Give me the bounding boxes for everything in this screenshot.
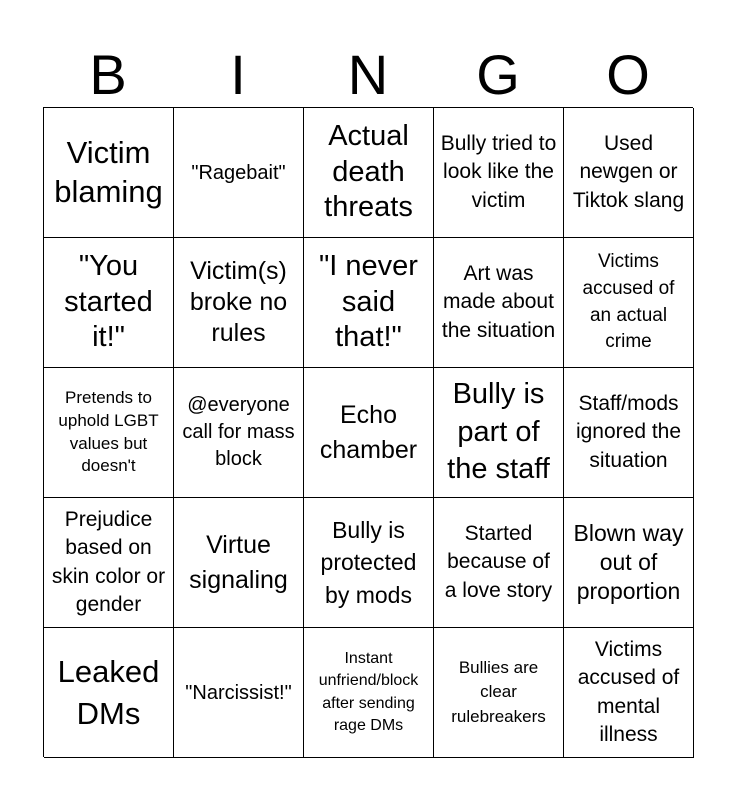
cell-text: Bully is part of the staff	[447, 377, 550, 486]
bingo-cell[interactable]	[44, 628, 174, 758]
cell-text: "Narcissist!"	[185, 681, 292, 704]
cell-text: Instant unfriend/block after sending rage DMs	[318, 649, 419, 734]
bingo-card-grid	[43, 107, 693, 757]
cell-text: Bully is protected by mods	[320, 516, 417, 608]
bingo-cell[interactable]	[174, 108, 304, 238]
bingo-cell[interactable]	[304, 368, 434, 498]
bingo-cell[interactable]	[174, 238, 304, 368]
bingo-cell[interactable]	[44, 368, 174, 498]
bingo-cell[interactable]	[174, 368, 304, 498]
cell-text: Art was made about the situation	[441, 262, 556, 342]
bingo-cell[interactable]	[434, 628, 564, 758]
cell-text: Started because of a love story	[444, 522, 553, 602]
bingo-cell[interactable]	[564, 628, 694, 758]
cell-text: "You started it!"	[64, 250, 153, 354]
header-letter-n: N	[347, 43, 389, 106]
cell-text: Prejudice based on skin color or gender	[51, 508, 166, 616]
cell-text: Staff/mods ignored the situation	[575, 392, 682, 472]
cell-text: Virtue signaling	[189, 531, 288, 594]
bingo-cell[interactable]	[434, 108, 564, 238]
bingo-cell[interactable]	[174, 628, 304, 758]
bingo-cell[interactable]	[44, 108, 174, 238]
cell-text: Leaked DMs	[57, 653, 160, 731]
bingo-header	[43, 44, 693, 106]
cell-text: "Ragebait"	[191, 161, 286, 184]
bingo-cell[interactable]	[304, 108, 434, 238]
bingo-cell[interactable]	[434, 498, 564, 628]
cell-text: Actual death threats	[324, 120, 413, 224]
cell-text: "I never said that!"	[319, 250, 418, 354]
cell-text: Blown way out of proportion	[573, 520, 684, 604]
header-letter-b: B	[89, 43, 127, 106]
bingo-cell[interactable]	[304, 628, 434, 758]
cell-text: Echo chamber	[319, 401, 418, 464]
cell-text: Bully tried to look like the victim	[440, 132, 557, 212]
header-letter-g: G	[476, 43, 520, 106]
bingo-cell[interactable]	[174, 498, 304, 628]
cell-text: Victim blaming	[54, 134, 163, 209]
cell-text: Used newgen or Tiktok slang	[572, 132, 685, 212]
bingo-cell[interactable]	[434, 238, 564, 368]
bingo-cell[interactable]	[564, 238, 694, 368]
bingo-cell[interactable]	[44, 238, 174, 368]
header-letter-o: O	[606, 43, 650, 106]
cell-text: Pretends to uphold LGBT values but doesn't	[58, 387, 159, 476]
cell-text: Victims accused of an actual crime	[582, 251, 675, 353]
bingo-cell[interactable]	[304, 238, 434, 368]
bingo-cell[interactable]	[564, 498, 694, 628]
bingo-cell[interactable]	[564, 368, 694, 498]
bingo-cell[interactable]	[564, 108, 694, 238]
cell-text: @everyone call for mass block	[182, 394, 295, 470]
bingo-cell[interactable]	[44, 498, 174, 628]
header-letter-i: I	[230, 43, 246, 106]
bingo-cell[interactable]	[304, 498, 434, 628]
cell-text: Victim(s) broke no rules	[189, 256, 288, 348]
cell-text: Bullies are clear rulebreakers	[451, 657, 546, 726]
bingo-cell[interactable]	[434, 368, 564, 498]
cell-text: Victims accused of mental illness	[577, 638, 680, 746]
